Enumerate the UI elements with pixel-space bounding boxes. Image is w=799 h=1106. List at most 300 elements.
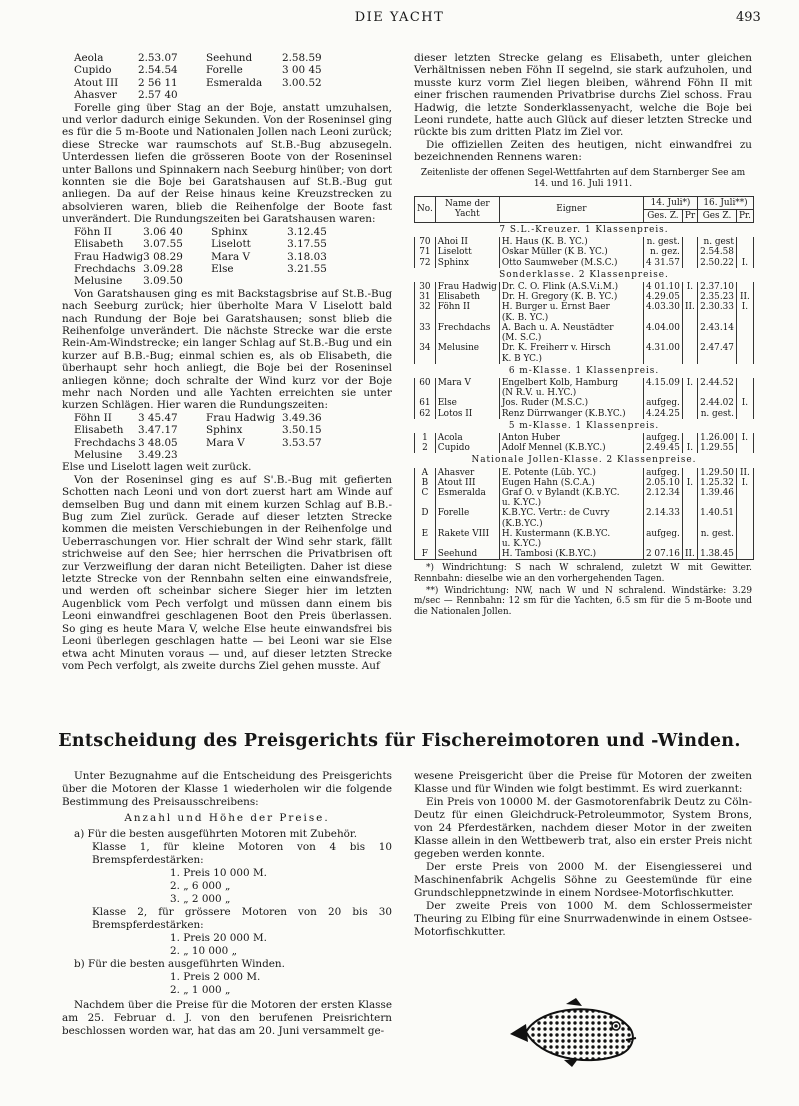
table-cell: II. (736, 292, 753, 302)
class-group-title: 5 m-Klasse. 1 Klassenpreis. (508, 420, 660, 431)
list-item: Klasse 1, für kleine Motoren von 4 bis 10 Bremspferdestärken: (92, 841, 392, 866)
table-cell: Föhn II (74, 225, 112, 238)
table-row (62, 251, 347, 263)
table-cell: 2.58.59 (282, 52, 322, 64)
table-cell: 3.17.55 (287, 238, 327, 251)
table-row (62, 449, 342, 461)
col-header-time2: Ges Z. (698, 209, 737, 222)
table-cell (415, 519, 436, 529)
table-cell (736, 539, 753, 549)
table-cell: Frechdachs (435, 323, 499, 333)
table-cell: Atout III (74, 76, 119, 89)
table-cell: H. Haus (K. B. YC.) (499, 237, 643, 247)
table-cell: 2.05.10 (643, 478, 682, 488)
prize-item: 1. Preis 10 000 M. (170, 867, 267, 879)
table-cell (643, 388, 682, 398)
table-cell: 32 (415, 302, 436, 312)
prize-item: 1. Preis 2 000 M. (170, 971, 261, 983)
table-cell: 4.15.09 (643, 378, 682, 388)
table-cell: 2.50.22 (698, 258, 737, 268)
paragraph: Ein Preis von 10000 M. der Gasmotorenfabrik Deutz zu Cöln-Deutz für einen Gleichdruck-Petroleummotor, System Brons, von 24 Pferdestärken, nachdem dieser Motor in der zweiten Klasse allein in den Wettbewerb trat, also ein erster Preis nicht gegeben werden konnte. (414, 796, 752, 860)
table-cell: 61 (415, 398, 436, 408)
paragraph: Von Garatshausen ging es mit Backstagsbrise auf St.B.-Bug nach Seeburg zurück; hier überholte Mara V Liselott bald nach Rundung der Boje bei Garatshausen; sonst blieb die Reihenfolge unverändert. Die nächste Strecke war die erste Rein-Am-Windstrecke; ein langer Schlag auf St.B.-Bug und ein kurzer auf B.B.-Bug; einmal schien es, als ob Elisabeth, die überhaupt sehr hoch anliegt, die Boje bei der Roseninsel anliegen könne; doch schralte der Wind kurz vor der Boje mehr nach Norden und alle Yachten erreichten sie unter kurzen Schlägen. Hier waren die Rundungszeiten: (62, 287, 392, 412)
table-cell: 1.40.51 (698, 508, 737, 518)
table-cell: Seehund (435, 549, 499, 560)
table-cell: 2 07.16 (643, 549, 682, 560)
table-cell: Else (435, 398, 499, 408)
table-cell (682, 292, 697, 302)
class-group-title: Nationale Jollen-Klasse. 2 Klassenpreise. (471, 455, 697, 466)
table-cell: 60 (415, 378, 436, 388)
prize-item: 2. „ 6 000 „ (170, 880, 231, 892)
table-cell: Forelle (435, 508, 499, 518)
table-cell: 3.18.03 (287, 250, 327, 263)
table-cell: 3.47.17 (138, 424, 178, 437)
table-row (415, 333, 755, 343)
table-cell (682, 409, 697, 419)
rounding-times-table-3 (62, 412, 342, 462)
table-cell: (N R.V. u. H.YC.) (499, 388, 643, 398)
table-cell: 3.09.28 (143, 262, 183, 275)
table-cell: 3.07.55 (143, 238, 183, 251)
table-cell (282, 89, 342, 101)
table-cell (736, 237, 753, 247)
prize-list-class-1 (170, 867, 392, 906)
table-cell: 3 08.29 (143, 250, 183, 263)
table-cell (435, 313, 499, 323)
table-cell: 2.44.02 (698, 398, 737, 408)
table-cell: aufgeg. (643, 398, 682, 408)
table-cell: 3.12.45 (287, 225, 327, 238)
table-cell: n. gest (698, 237, 737, 247)
prize-list-class-2 (170, 932, 392, 958)
section-heading: Entscheidung des Preisgerichts für Fischereimotoren und -Winden. (58, 731, 741, 751)
table-cell: A (415, 468, 436, 478)
table-cell: II. (736, 468, 753, 478)
table-cell (435, 354, 499, 364)
table-cell: 2.44.52 (698, 378, 737, 388)
table-cell: Dr. C. O. Flink (A.S.V.i.M.) (499, 282, 643, 292)
table-row (415, 409, 755, 419)
table-cell (682, 488, 697, 498)
table-cell (736, 378, 753, 388)
table-cell: Frechdachs (74, 262, 136, 275)
table-cell: 2.35.23 (698, 292, 737, 302)
list-item: a) Für die besten ausgeführten Motoren mit Zubehör. (74, 828, 358, 840)
table-cell (736, 354, 753, 364)
table-cell: I. (682, 478, 697, 488)
table-cell: 3 48.05 (138, 436, 178, 449)
table-cell: 31 (415, 292, 436, 302)
table-cell (698, 519, 737, 529)
table-cell: Rakete VIII (435, 529, 499, 539)
paragraph: dieser letzten Strecke gelang es Elisabeth, unter gleichen Verhältnissen neben Föhn II segelnd, sie stark aufzuholen, und musste kurz vorm Ziel liegen bleiben, während Föhn II mit einer frischen raumenden Privatbrise durchs Ziel schoss. Frau Hadwig, die letzte Sonderklassenyacht, welche die Boje bei Leoni rundete, hatte auch Glück auf dieser letzten Strecke und rückte bis zum dritten Platz im Ziel vor. (414, 52, 752, 139)
table-cell: Graf O. v Bylandt (K.B.YC. (499, 488, 643, 498)
table-cell: 2.30.33 (698, 302, 737, 312)
table-cell (415, 354, 436, 364)
table-cell (435, 519, 499, 529)
table-cell: 34 (415, 343, 436, 353)
table-row (415, 549, 755, 560)
paragraph: wesene Preisgericht über die Preise für Motoren der zweiten Klasse und für Winden wie folgt bestimmt. Es wird zuerkannt: (414, 770, 752, 795)
class-group-row (415, 268, 755, 282)
table-cell: Elisabeth (74, 424, 124, 437)
table-cell (682, 433, 697, 443)
prize-item: 3. „ 2 000 „ (170, 893, 231, 905)
table-cell: Föhn II (74, 411, 112, 424)
table-cell (736, 282, 753, 292)
table-cell: (M. S.C.) (499, 333, 643, 343)
table-cell: Sphinx (435, 258, 499, 268)
table-cell (698, 354, 737, 364)
table-cell (415, 333, 436, 343)
table-cell (682, 529, 697, 539)
table-cell (698, 313, 737, 323)
table-row (415, 302, 755, 312)
table-cell: E. Potente (Lüb. YC.) (499, 468, 643, 478)
pufferfish-icon (506, 996, 646, 1068)
table-cell: Frau Hadwig (74, 250, 144, 263)
table-cell: K.B.YC. Vertr.: de Cuvry (499, 508, 643, 518)
table-cell: 4.03.30 (643, 302, 682, 312)
table-cell (435, 333, 499, 343)
table-cell (736, 333, 753, 343)
table-cell: Forelle (206, 64, 243, 77)
table-cell (682, 333, 697, 343)
table-cell: Ahasver (435, 468, 499, 478)
table-cell: Eugen Hahn (S.C.A.) (499, 478, 643, 488)
table-row (62, 89, 342, 101)
table-cell: K. B YC.) (499, 354, 643, 364)
table-cell: Elisabeth (435, 292, 499, 302)
class-group-title: 6 m-Klasse. 1 Klassenpreis. (508, 365, 660, 376)
paragraph: Nachdem über die Preise für die Motoren der ersten Klasse am 25. Februar d. J. von den berufenen Preisrichtern beschlossen worden war, hat das am 20. Juni versammelt ge- (62, 999, 392, 1037)
table-cell: 1 (415, 433, 436, 443)
table-cell: Melusine (74, 275, 123, 288)
table-cell: Acola (435, 433, 499, 443)
table-cell: 3.49.23 (138, 449, 178, 461)
table-row (415, 313, 755, 323)
rounding-times-table-2 (62, 226, 347, 288)
table-cell (736, 409, 753, 419)
table-cell: 3.09.50 (143, 275, 183, 288)
table-row (62, 52, 342, 64)
table-cell (682, 323, 697, 333)
table-cell (698, 388, 737, 398)
table-cell (682, 388, 697, 398)
table-cell: 3.21.55 (287, 262, 327, 275)
table-cell (736, 443, 753, 453)
table-cell: 72 (415, 258, 436, 268)
list-item: Klasse 2, für grössere Motoren von 20 bis 30 Bremspferdestärken: (92, 906, 392, 931)
table-cell: I. (736, 433, 753, 443)
table-cell: C (415, 488, 436, 498)
table-cell (682, 247, 697, 257)
table-row (415, 508, 755, 518)
table-cell: Frau Hadwig (206, 411, 276, 424)
paragraph: Forelle ging über Stag an der Boje, anstatt umzuhalsen, und verlor dadurch einige Sekunden. Von der Roseninsel ging es für die 5 m-Boote und Nationalen Jollen nach Leoni zurück; diese Strecke war raumschots auf St.B.-Bug abzusegeln. Unterdessen liefen die grösseren Boote von der Roseninsel unter Ballons und Spinnakern nach Seeburg hinüber; von dort konnten sie die Boje bei Garatshausen auf St.B.-Bug gut anliegen. Da auf der Reise hinaus keine Kreuzstrecken zu absolvieren waren, blieb die Reihenfolge der Boote fast unverändert. Die Rundungszeiten bei Garatshausen waren: (62, 101, 392, 226)
table-cell (282, 449, 342, 461)
table-cell (682, 343, 697, 353)
col-header-name: Name der Yacht (435, 196, 499, 222)
table-cell: H. Tambosi (K.B.YC.) (499, 549, 643, 560)
table-cell: 2.14.33 (643, 508, 682, 518)
table-cell: 2 56 11 (138, 76, 178, 89)
table-cell: I. (682, 443, 697, 453)
table-cell (736, 313, 753, 323)
table-cell: Mara V (206, 436, 245, 449)
prize-item: 2. „ 1 000 „ (170, 984, 231, 996)
table-cell (287, 275, 347, 287)
table-cell (682, 398, 697, 408)
table-cell: Atout III (435, 478, 499, 488)
table-cell: 1.39.46 (698, 488, 737, 498)
table-row (415, 388, 755, 398)
table-cell: Renz Dürrwanger (K.B.YC.) (499, 409, 643, 419)
table-cell (435, 388, 499, 398)
table-cell (682, 237, 697, 247)
table-row (415, 258, 755, 268)
page-number: 493 (736, 10, 761, 25)
table-cell: I. (682, 282, 697, 292)
paragraph: Die offiziellen Zeiten des heutigen, nicht einwandfrei zu bezeichnenden Rennens waren: (414, 138, 752, 164)
section-right-column (414, 770, 752, 939)
table-cell: A. Bach u. A. Neustädter (499, 323, 643, 333)
table-cell: (K.B.YC.) (499, 519, 643, 529)
table-cell: u. K.YC.) (499, 498, 643, 508)
table-cell: 1.25.32 (698, 478, 737, 488)
section-left-column (62, 770, 392, 1038)
table-cell (682, 498, 697, 508)
table-cell: 3.49.36 (282, 411, 322, 424)
table-cell: 2.47.47 (698, 343, 737, 353)
col-header-prize2: Pr. (736, 209, 753, 222)
table-cell (682, 354, 697, 364)
table-cell: Esmeralda (206, 76, 263, 89)
class-group-row (415, 223, 755, 238)
table-cell (682, 258, 697, 268)
table-cell (682, 508, 697, 518)
table-cell (736, 343, 753, 353)
subheading: Anzahl und Höhe der Preise. (124, 812, 330, 824)
prize-item: 2. „ 10 000 „ (170, 945, 237, 957)
table-cell: F (415, 549, 436, 560)
table-row (415, 498, 755, 508)
table-cell: Cupido (435, 443, 499, 453)
table-cell (736, 498, 753, 508)
table-cell: Mara V (435, 378, 499, 388)
table-cell: 1.38.45 (698, 549, 737, 560)
table-cell: Oskar Müller (K B. YC.) (499, 247, 643, 257)
table-cell (698, 498, 737, 508)
table-row (415, 433, 755, 443)
table-cell: 4.31.00 (643, 343, 682, 353)
table-cell: I. (736, 258, 753, 268)
table-cell: u. K.YC.) (499, 539, 643, 549)
table-cell: 4.29.05 (643, 292, 682, 302)
table-row (415, 529, 755, 539)
table-cell: n. gest. (698, 409, 737, 419)
table-cell: 4.04.00 (643, 323, 682, 333)
table-cell: Else (211, 262, 234, 275)
table-cell: Liselott (435, 247, 499, 257)
table-cell: 2 (415, 443, 436, 453)
table-row (415, 354, 755, 364)
table-cell (435, 498, 499, 508)
table-cell: Anton Huber (499, 433, 643, 443)
col-header-day1: 14. Juli*) (643, 196, 697, 209)
table-cell: Sphinx (211, 225, 248, 238)
class-group-row (415, 364, 755, 378)
results-table (414, 196, 754, 561)
table-cell (643, 333, 682, 343)
table-cell: II. (682, 549, 697, 560)
table-row (62, 64, 342, 76)
table-cell (736, 508, 753, 518)
table-cell: I. (736, 478, 753, 488)
table-cell: B (415, 478, 436, 488)
table-cell: 4 31.57 (643, 258, 682, 268)
table-cell: 2.49.45 (643, 443, 682, 453)
table-cell (682, 313, 697, 323)
table-cell: (K. B. YC.) (499, 313, 643, 323)
table-cell: Engelbert Kolb, Hamburg (499, 378, 643, 388)
table-row (62, 437, 342, 449)
table-cell: 1.29.55 (698, 443, 737, 453)
table-cell: Dr. K. Freiherr v. Hirsch (499, 343, 643, 353)
table-row (415, 398, 755, 408)
table-cell (736, 247, 753, 257)
paragraph: Else und Liselott lagen weit zurück. (62, 461, 252, 474)
table-cell: 2.54.58 (698, 247, 737, 257)
table-cell: Ahasver (74, 89, 117, 102)
table-cell: 4.24.25 (643, 409, 682, 419)
table-cell: Mara V (211, 250, 250, 263)
table-cell (682, 468, 697, 478)
table-row (415, 519, 755, 529)
rounding-times-table-1 (62, 52, 342, 102)
table-cell: D (415, 508, 436, 518)
table-row (62, 275, 347, 287)
table-cell: Frechdachs (74, 436, 136, 449)
col-header-no: No. (415, 196, 436, 222)
table-cell (206, 449, 282, 461)
table-cell: Föhn II (435, 302, 499, 312)
table-cell (415, 498, 436, 508)
table-row (62, 77, 342, 89)
class-group-title: 7 S.L.-Kreuzer. 1 Klassenpreis. (499, 225, 669, 236)
table-cell (211, 275, 287, 287)
table-cell: H. Kustermann (K.B.YC. (499, 529, 643, 539)
table-cell (415, 388, 436, 398)
table-cell: aufgeg. (643, 468, 682, 478)
table-row (62, 412, 342, 424)
table-cell: 3 45.47 (138, 411, 178, 424)
table-row (415, 468, 755, 478)
table-row (415, 378, 755, 388)
left-column (62, 52, 392, 672)
table-cell: II. (682, 302, 697, 312)
class-group-row (415, 419, 755, 433)
table-row (62, 263, 347, 275)
table-cell: Jos. Ruder (M.S.C.) (499, 398, 643, 408)
table-cell: 2.54.54 (138, 64, 178, 77)
prize-list-winches (170, 971, 392, 997)
footnote-1: *) Windrichtung: S nach W schralend, zuletzt W mit Gewitter. Rennbahn: dieselbe wie an den vorhergehenden Tagen. (414, 563, 752, 584)
class-group-row (415, 453, 755, 467)
right-column (414, 52, 752, 617)
table-cell: Adolf Mennel (K.B.YC.) (499, 443, 643, 453)
table-row (415, 282, 755, 292)
table-cell: Lotos II (435, 409, 499, 419)
table-cell: Esmeralda (435, 488, 499, 498)
table-cell (643, 539, 682, 549)
table-cell: aufgeg. (643, 433, 682, 443)
table-cell: Frau Hadwig (435, 282, 499, 292)
table-cell: 70 (415, 237, 436, 247)
col-header-prize1: Pr (682, 209, 697, 222)
table-cell: Dr. H. Gregory (K. B. YC.) (499, 292, 643, 302)
paragraph: Von der Roseninsel ging es auf S'.B.-Bug mit gefierten Schotten nach Leoni und von dort zuerst hart am Winde auf demselben Bug und dann mit einem kurzen Schlag auf B.B.-Bug zum Ziel zurück. Gerade auf dieser letzten Strecke kommen die meisten Verschiebungen in der Reihenfolge und Ueberraschungen vor. Hier schralt der Wind sehr stark, fällt strichweise auf den See; hier herrschen die Privatbrisen oft zur Verzweiflung der daran nicht Beteiligten. Daher ist diese letzte Strecke von der Rennbahn selten eine einwandsfreie, und werden oft scheinbar sichere Sieger hier im letzten Augenblick vom Pech verfolgt und müssen dann einem bis Leoni einwandfrei geschlagenen Boot den Preis überlassen. So ging es heute Mara V, welche Else heute einwandsfrei bis Leoni überlegen geschlagen hatte — bei Leoni war sie Else etwa acht Minuten voraus — und, auf dieser letzten Strecke vom Pech verfolgt, als zweite durchs Ziel gehen musste. Auf (62, 473, 392, 672)
table-cell (643, 498, 682, 508)
table-caption: Zeitenliste der offenen Segel-Wettfahrten auf dem Starnberger See am 14. und 16. Juli 1911. (420, 167, 746, 189)
table-cell (643, 519, 682, 529)
table-cell (415, 313, 436, 323)
table-cell: 33 (415, 323, 436, 333)
table-cell: 30 (415, 282, 436, 292)
table-cell: 3 00 45 (282, 64, 322, 77)
table-cell: aufgeg. (643, 529, 682, 539)
table-cell: 4 01.10 (643, 282, 682, 292)
table-cell: 71 (415, 247, 436, 257)
table-cell: n. gest. (698, 529, 737, 539)
paragraph: Der erste Preis von 2000 M. der Eisengiesserei und Maschinenfabrik Achgelis Söhne zu Geestemünde für eine Grundschleppnetzwinde in einem Nordsee-Motorfischkutter. (414, 861, 752, 899)
table-cell: 2.43.14 (698, 323, 737, 333)
table-cell (643, 313, 682, 323)
table-cell: H. Burger u. Ernst Baer (499, 302, 643, 312)
table-row (415, 323, 755, 333)
table-row (62, 238, 347, 250)
table-cell: I. (736, 398, 753, 408)
table-row (415, 488, 755, 498)
table-cell: Seehund (206, 52, 253, 64)
paragraph: Der zweite Preis von 1000 M. dem Schlossermeister Theuring zu Elbing für eine Snurrwadenwinde in einem Ostsee-Motorfischkutter. (414, 900, 752, 938)
table-cell: Sphinx (206, 424, 243, 437)
table-cell: 1.29.50 (698, 468, 737, 478)
table-row (415, 443, 755, 453)
table-cell (682, 539, 697, 549)
table-cell (736, 488, 753, 498)
table-cell (698, 539, 737, 549)
table-cell: 3.50.15 (282, 424, 322, 437)
col-header-time1: Ges. Z. (643, 209, 682, 222)
table-cell: Aeola (74, 52, 104, 64)
table-cell: 3.53.57 (282, 436, 322, 449)
table-cell: Cupido (74, 64, 112, 77)
prize-item: 1. Preis 20 000 M. (170, 932, 267, 944)
table-cell: Melusine (435, 343, 499, 353)
table-row (62, 424, 342, 436)
table-cell (643, 354, 682, 364)
table-cell (736, 519, 753, 529)
table-cell: Ahoi II (435, 237, 499, 247)
table-cell: I. (682, 378, 697, 388)
table-cell (736, 529, 753, 539)
table-cell (736, 549, 753, 560)
table-cell: 2.12.34 (643, 488, 682, 498)
table-cell: 2.57 40 (138, 89, 178, 102)
table-cell: E (415, 529, 436, 539)
